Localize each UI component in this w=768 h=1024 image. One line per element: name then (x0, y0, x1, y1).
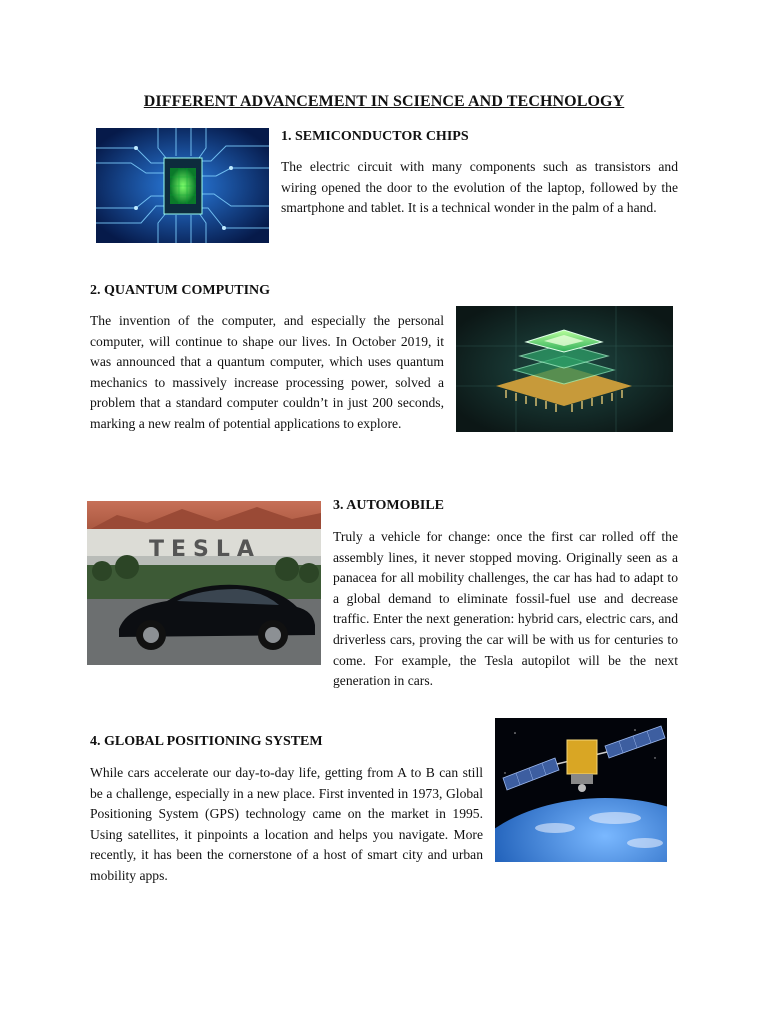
section-heading-gps: 4. GLOBAL POSITIONING SYSTEM (90, 734, 323, 749)
quantum-chip-image (456, 306, 673, 432)
gps-satellite-image (495, 718, 667, 862)
section-heading-semiconductor: 1. SEMICONDUCTOR CHIPS (281, 129, 469, 144)
document-title: DIFFERENT ADVANCEMENT IN SCIENCE AND TECHNOLOGY (143, 93, 625, 110)
semiconductor-chip-image (96, 128, 269, 243)
tesla-car-image (87, 501, 321, 665)
section-body-semiconductor: The electric circuit with many components such as transistors and wiring opened the door to the evolution of the laptop, followed by the smartphone and tablet. It is a technical wonder in the palm of a hand. (281, 159, 678, 216)
section-heading-quantum: 2. QUANTUM COMPUTING (90, 283, 271, 298)
section-heading-automobile: 3. AUTOMOBILE (333, 498, 444, 513)
section-body-gps: While cars accelerate our day-to-day life, getting from A to B can still be a challenge, especially in a new place. First invented in 1973, Global Positioning System (GPS) technology came on the market in 1995. Using satellites, it pinpoints a location and helps you navigate. More recently, it has been the cornerstone of a host of smart city and urban mobility apps. (90, 765, 483, 883)
section-body-quantum: The invention of the computer, and especially the personal computer, will continue to shape our lives. In October 2019, it was announced that a quantum computer, which uses quantum mechanics to massively increase processing power, solved a problem that a standard computer couldn’t in just 200 seconds, marking a new realm of potential applications to explore. (90, 313, 444, 431)
tesla-sign-text: TESLA (149, 537, 261, 562)
section-body-automobile: Truly a vehicle for change: once the first car rolled off the assembly lines, it never stopped moving. Originally seen as a panacea for all mobility challenges, the car has had to adapt to a global demand to eliminate fossil-fuel use and decrease traffic. Enter the next generation: hybrid cars, electric cars, and driverless cars, proving the car will be with us for centuries to come. For example, the Tesla autopilot will be the next generation in cars. (333, 529, 678, 689)
